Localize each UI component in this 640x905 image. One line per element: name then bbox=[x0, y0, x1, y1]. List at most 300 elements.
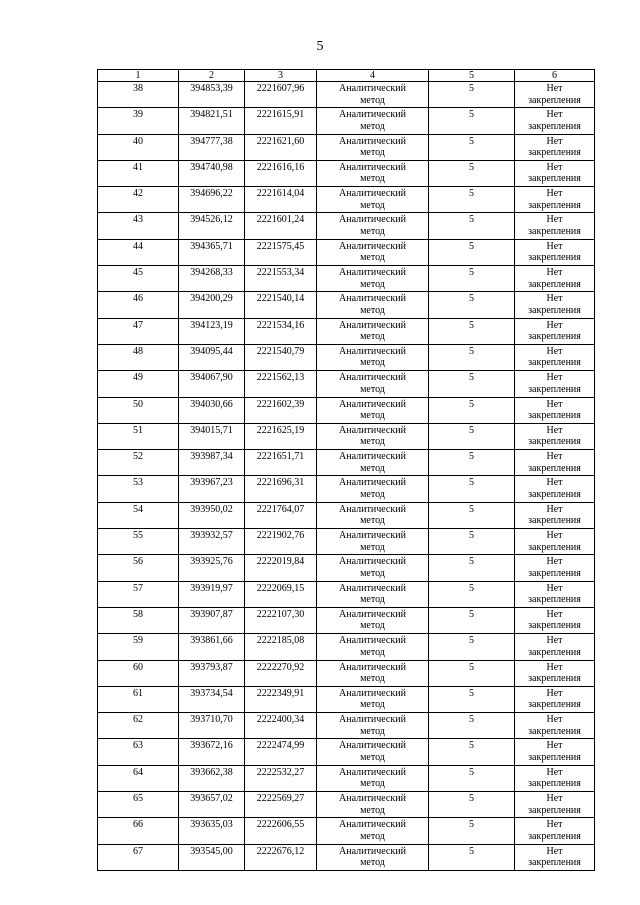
y-coordinate-cell: 2222606,55 bbox=[245, 818, 317, 844]
x-coordinate-cell: 394200,29 bbox=[179, 292, 245, 318]
fixing-text-line: Нет bbox=[546, 635, 563, 647]
point-number-cell: 45 bbox=[98, 266, 179, 292]
method-text-line: метод bbox=[360, 646, 385, 658]
fixing-text-line: Нет bbox=[546, 819, 563, 831]
y-coordinate-cell: 2222532,27 bbox=[245, 765, 317, 791]
point-number-cell: 51 bbox=[98, 423, 179, 449]
fixing-cell bbox=[515, 792, 595, 818]
fixing-text-line: закрепления bbox=[528, 751, 581, 763]
fixing-text-line: закрепления bbox=[528, 699, 581, 711]
method-text-line: Аналитический bbox=[339, 83, 406, 94]
table-row bbox=[98, 529, 595, 555]
fixing-text-line: Нет bbox=[546, 661, 563, 673]
fixing-text-line: Нет bbox=[546, 135, 563, 147]
fixing-text-line: закрепления bbox=[528, 173, 581, 185]
accuracy-cell: 5 bbox=[429, 686, 515, 712]
fixing-cell bbox=[515, 266, 595, 292]
accuracy-cell: 5 bbox=[429, 239, 515, 265]
method-text-line: Аналитический bbox=[339, 582, 406, 594]
method-text-line: метод bbox=[360, 857, 385, 869]
method-cell bbox=[317, 266, 429, 292]
accuracy-cell: 5 bbox=[429, 423, 515, 449]
fixing-text-line: Нет bbox=[546, 188, 563, 200]
method-text-line: Аналитический bbox=[339, 530, 406, 542]
method-text-line: Аналитический bbox=[339, 845, 406, 857]
method-cell bbox=[317, 607, 429, 633]
table-row bbox=[98, 344, 595, 370]
table-header-row bbox=[98, 70, 595, 82]
fixing-cell bbox=[515, 502, 595, 528]
fixing-cell bbox=[515, 108, 595, 134]
point-number-cell: 39 bbox=[98, 108, 179, 134]
x-coordinate-cell: 394526,12 bbox=[179, 213, 245, 239]
method-text-line: Аналитический bbox=[339, 766, 406, 778]
fixing-text-line: закрепления bbox=[528, 725, 581, 737]
fixing-cell bbox=[515, 213, 595, 239]
fixing-text-line: закрепления bbox=[528, 857, 581, 869]
method-text-line: метод bbox=[360, 331, 385, 343]
table-body bbox=[98, 70, 595, 871]
x-coordinate-cell: 393932,57 bbox=[179, 529, 245, 555]
method-text-line: метод bbox=[360, 199, 385, 211]
fixing-cell bbox=[515, 82, 595, 108]
fixing-cell bbox=[515, 634, 595, 660]
method-text-line: метод bbox=[360, 383, 385, 395]
fixing-cell bbox=[515, 371, 595, 397]
x-coordinate-cell: 393919,97 bbox=[179, 581, 245, 607]
table-row bbox=[98, 634, 595, 660]
table-row bbox=[98, 213, 595, 239]
fixing-cell bbox=[515, 134, 595, 160]
x-coordinate-cell: 393967,23 bbox=[179, 476, 245, 502]
point-number-cell: 60 bbox=[98, 660, 179, 686]
method-text-line: метод bbox=[360, 699, 385, 711]
point-number-cell: 67 bbox=[98, 844, 179, 870]
method-cell bbox=[317, 423, 429, 449]
accuracy-cell: 5 bbox=[429, 765, 515, 791]
fixing-text-line: Нет bbox=[546, 687, 563, 699]
method-cell bbox=[317, 739, 429, 765]
point-number-cell: 61 bbox=[98, 686, 179, 712]
fixing-text-line: Нет bbox=[546, 372, 563, 384]
point-number-cell: 46 bbox=[98, 292, 179, 318]
method-text-line: Аналитический bbox=[339, 608, 406, 620]
method-text-line: Аналитический bbox=[339, 819, 406, 831]
method-cell bbox=[317, 160, 429, 186]
y-coordinate-cell: 2221764,07 bbox=[245, 502, 317, 528]
fixing-cell bbox=[515, 844, 595, 870]
accuracy-cell: 5 bbox=[429, 397, 515, 423]
method-text-line: метод bbox=[360, 357, 385, 369]
method-text-line: Аналитический bbox=[339, 687, 406, 699]
fixing-text-line: Нет bbox=[546, 740, 563, 752]
point-number-cell: 65 bbox=[98, 792, 179, 818]
table-row bbox=[98, 160, 595, 186]
column-header: 2 bbox=[179, 70, 245, 82]
fixing-text-line: закрепления bbox=[528, 304, 581, 316]
fixing-text-line: закрепления bbox=[528, 357, 581, 369]
table-row bbox=[98, 792, 595, 818]
method-text-line: Аналитический bbox=[339, 188, 406, 200]
y-coordinate-cell: 2221575,45 bbox=[245, 239, 317, 265]
x-coordinate-cell: 393950,02 bbox=[179, 502, 245, 528]
method-text-line: Аналитический bbox=[339, 135, 406, 147]
x-coordinate-cell: 394696,22 bbox=[179, 187, 245, 213]
method-cell bbox=[317, 555, 429, 581]
method-cell bbox=[317, 450, 429, 476]
method-text-line: метод bbox=[360, 567, 385, 579]
point-number-cell: 54 bbox=[98, 502, 179, 528]
method-cell bbox=[317, 134, 429, 160]
method-text-line: метод bbox=[360, 515, 385, 527]
fixing-cell bbox=[515, 423, 595, 449]
point-number-cell: 43 bbox=[98, 213, 179, 239]
method-text-line: метод bbox=[360, 278, 385, 290]
method-cell bbox=[317, 581, 429, 607]
method-text-line: Аналитический bbox=[339, 398, 406, 410]
fixing-cell bbox=[515, 529, 595, 555]
method-text-line: Аналитический bbox=[339, 293, 406, 305]
accuracy-cell: 5 bbox=[429, 82, 515, 108]
accuracy-cell: 5 bbox=[429, 634, 515, 660]
fixing-text-line: закрепления bbox=[528, 147, 581, 159]
method-cell bbox=[317, 82, 429, 108]
method-cell bbox=[317, 818, 429, 844]
method-cell bbox=[317, 318, 429, 344]
method-text-line: Аналитический bbox=[339, 424, 406, 436]
table-row bbox=[98, 502, 595, 528]
method-text-line: метод bbox=[360, 673, 385, 685]
accuracy-cell: 5 bbox=[429, 844, 515, 870]
method-cell bbox=[317, 765, 429, 791]
fixing-text-line: закрепления bbox=[528, 120, 581, 132]
method-text-line: метод bbox=[360, 620, 385, 632]
point-number-cell: 62 bbox=[98, 713, 179, 739]
y-coordinate-cell: 2221534,16 bbox=[245, 318, 317, 344]
y-coordinate-cell: 2221902,76 bbox=[245, 529, 317, 555]
fixing-text-line: закрепления bbox=[528, 646, 581, 658]
point-number-cell: 57 bbox=[98, 581, 179, 607]
method-cell bbox=[317, 529, 429, 555]
method-text-line: метод bbox=[360, 462, 385, 474]
fixing-cell bbox=[515, 555, 595, 581]
column-header: 6 bbox=[515, 70, 595, 82]
method-cell bbox=[317, 634, 429, 660]
y-coordinate-cell: 2221696,31 bbox=[245, 476, 317, 502]
method-text-line: метод bbox=[360, 804, 385, 816]
table-row bbox=[98, 108, 595, 134]
fixing-text-line: Нет bbox=[546, 608, 563, 620]
x-coordinate-cell: 393793,87 bbox=[179, 660, 245, 686]
table-row bbox=[98, 818, 595, 844]
y-coordinate-cell: 2221601,24 bbox=[245, 213, 317, 239]
point-number-cell: 55 bbox=[98, 529, 179, 555]
table-row bbox=[98, 187, 595, 213]
y-coordinate-cell: 2221540,14 bbox=[245, 292, 317, 318]
fixing-text-line: Нет bbox=[546, 582, 563, 594]
method-text-line: Аналитический bbox=[339, 345, 406, 357]
x-coordinate-cell: 393710,70 bbox=[179, 713, 245, 739]
fixing-text-line: закрепления bbox=[528, 94, 581, 106]
x-coordinate-cell: 394095,44 bbox=[179, 344, 245, 370]
table-row bbox=[98, 686, 595, 712]
method-cell bbox=[317, 292, 429, 318]
fixing-cell bbox=[515, 160, 595, 186]
point-number-cell: 48 bbox=[98, 344, 179, 370]
point-number-cell: 63 bbox=[98, 739, 179, 765]
x-coordinate-cell: 394821,51 bbox=[179, 108, 245, 134]
fixing-cell bbox=[515, 686, 595, 712]
method-cell bbox=[317, 108, 429, 134]
column-header: 3 bbox=[245, 70, 317, 82]
point-number-cell: 41 bbox=[98, 160, 179, 186]
point-number-cell: 49 bbox=[98, 371, 179, 397]
y-coordinate-cell: 2221540,79 bbox=[245, 344, 317, 370]
fixing-text-line: Нет bbox=[546, 845, 563, 857]
column-header: 5 bbox=[429, 70, 515, 82]
table-row bbox=[98, 476, 595, 502]
column-header: 4 bbox=[317, 70, 429, 82]
fixing-cell bbox=[515, 292, 595, 318]
point-number-cell: 64 bbox=[98, 765, 179, 791]
x-coordinate-cell: 394030,66 bbox=[179, 397, 245, 423]
y-coordinate-cell: 2222569,27 bbox=[245, 792, 317, 818]
x-coordinate-cell: 393545,00 bbox=[179, 844, 245, 870]
method-cell bbox=[317, 476, 429, 502]
fixing-text-line: закрепления bbox=[528, 225, 581, 237]
fixing-text-line: Нет bbox=[546, 451, 563, 463]
accuracy-cell: 5 bbox=[429, 713, 515, 739]
column-header: 1 bbox=[98, 70, 179, 82]
method-cell bbox=[317, 660, 429, 686]
fixing-cell bbox=[515, 476, 595, 502]
method-cell bbox=[317, 844, 429, 870]
point-number-cell: 56 bbox=[98, 555, 179, 581]
fixing-text-line: закрепления bbox=[528, 804, 581, 816]
method-text-line: метод bbox=[360, 147, 385, 159]
table-row bbox=[98, 607, 595, 633]
point-number-cell: 40 bbox=[98, 134, 179, 160]
fixing-text-line: закрепления bbox=[528, 383, 581, 395]
fixing-text-line: закрепления bbox=[528, 436, 581, 448]
fixing-text-line: Нет bbox=[546, 240, 563, 252]
point-number-cell: 47 bbox=[98, 318, 179, 344]
fixing-text-line: закрепления bbox=[528, 410, 581, 422]
method-text-line: Аналитический bbox=[339, 451, 406, 463]
fixing-text-line: Нет bbox=[546, 477, 563, 489]
y-coordinate-cell: 2221621,60 bbox=[245, 134, 317, 160]
fixing-cell bbox=[515, 450, 595, 476]
method-text-line: Аналитический bbox=[339, 503, 406, 515]
y-coordinate-cell: 2221607,96 bbox=[245, 82, 317, 108]
fixing-text-line: Нет bbox=[546, 424, 563, 436]
accuracy-cell: 5 bbox=[429, 371, 515, 397]
y-coordinate-cell: 2221614,04 bbox=[245, 187, 317, 213]
fixing-cell bbox=[515, 713, 595, 739]
fixing-cell bbox=[515, 607, 595, 633]
method-cell bbox=[317, 502, 429, 528]
fixing-cell bbox=[515, 318, 595, 344]
y-coordinate-cell: 2222676,12 bbox=[245, 844, 317, 870]
method-text-line: Аналитический bbox=[339, 635, 406, 647]
method-cell bbox=[317, 344, 429, 370]
x-coordinate-cell: 393635,03 bbox=[179, 818, 245, 844]
method-text-line: метод bbox=[360, 778, 385, 790]
fixing-text-line: закрепления bbox=[528, 515, 581, 527]
method-text-line: метод bbox=[360, 830, 385, 842]
fixing-text-line: закрепления bbox=[528, 488, 581, 500]
fixing-cell bbox=[515, 397, 595, 423]
fixing-text-line: закрепления bbox=[528, 331, 581, 343]
table-row bbox=[98, 765, 595, 791]
fixing-text-line: Нет bbox=[546, 530, 563, 542]
accuracy-cell: 5 bbox=[429, 529, 515, 555]
x-coordinate-cell: 393987,34 bbox=[179, 450, 245, 476]
method-text-line: метод bbox=[360, 173, 385, 185]
y-coordinate-cell: 2222107,30 bbox=[245, 607, 317, 633]
accuracy-cell: 5 bbox=[429, 607, 515, 633]
fixing-cell bbox=[515, 660, 595, 686]
accuracy-cell: 5 bbox=[429, 502, 515, 528]
x-coordinate-cell: 394740,98 bbox=[179, 160, 245, 186]
fixing-text-line: Нет bbox=[546, 503, 563, 515]
method-text-line: метод bbox=[360, 225, 385, 237]
fixing-text-line: Нет bbox=[546, 398, 563, 410]
x-coordinate-cell: 394777,38 bbox=[179, 134, 245, 160]
page-number: 5 bbox=[316, 39, 324, 54]
x-coordinate-cell: 394853,39 bbox=[179, 82, 245, 108]
method-text-line: метод bbox=[360, 725, 385, 737]
accuracy-cell: 5 bbox=[429, 476, 515, 502]
fixing-text-line: Нет bbox=[546, 161, 563, 173]
fixing-cell bbox=[515, 739, 595, 765]
accuracy-cell: 5 bbox=[429, 344, 515, 370]
x-coordinate-cell: 393925,76 bbox=[179, 555, 245, 581]
fixing-text-line: Нет bbox=[546, 109, 563, 121]
fixing-text-line: Нет bbox=[546, 345, 563, 357]
accuracy-cell: 5 bbox=[429, 292, 515, 318]
y-coordinate-cell: 2221625,19 bbox=[245, 423, 317, 449]
y-coordinate-cell: 2222474,99 bbox=[245, 739, 317, 765]
fixing-cell bbox=[515, 187, 595, 213]
table-row bbox=[98, 82, 595, 108]
method-text-line: Аналитический bbox=[339, 740, 406, 752]
table-row bbox=[98, 844, 595, 870]
accuracy-cell: 5 bbox=[429, 660, 515, 686]
x-coordinate-cell: 393657,02 bbox=[179, 792, 245, 818]
method-text-line: Аналитический bbox=[339, 714, 406, 726]
fixing-text-line: Нет bbox=[546, 556, 563, 568]
table-row bbox=[98, 292, 595, 318]
y-coordinate-cell: 2221616,16 bbox=[245, 160, 317, 186]
fixing-text-line: Нет bbox=[546, 83, 563, 94]
x-coordinate-cell: 393662,38 bbox=[179, 765, 245, 791]
point-number-cell: 58 bbox=[98, 607, 179, 633]
accuracy-cell: 5 bbox=[429, 555, 515, 581]
method-text-line: Аналитический bbox=[339, 556, 406, 568]
accuracy-cell: 5 bbox=[429, 818, 515, 844]
method-text-line: Аналитический bbox=[339, 109, 406, 121]
fixing-text-line: закрепления bbox=[528, 278, 581, 290]
accuracy-cell: 5 bbox=[429, 160, 515, 186]
fixing-text-line: закрепления bbox=[528, 199, 581, 211]
method-cell bbox=[317, 792, 429, 818]
method-text-line: Аналитический bbox=[339, 793, 406, 805]
fixing-text-line: Нет bbox=[546, 319, 563, 331]
point-number-cell: 66 bbox=[98, 818, 179, 844]
y-coordinate-cell: 2221615,91 bbox=[245, 108, 317, 134]
method-text-line: Аналитический bbox=[339, 319, 406, 331]
point-number-cell: 52 bbox=[98, 450, 179, 476]
accuracy-cell: 5 bbox=[429, 134, 515, 160]
accuracy-cell: 5 bbox=[429, 739, 515, 765]
y-coordinate-cell: 2222349,91 bbox=[245, 686, 317, 712]
y-coordinate-cell: 2221651,71 bbox=[245, 450, 317, 476]
table-row bbox=[98, 713, 595, 739]
fixing-text-line: закрепления bbox=[528, 567, 581, 579]
point-number-cell: 42 bbox=[98, 187, 179, 213]
fixing-cell bbox=[515, 344, 595, 370]
fixing-text-line: закрепления bbox=[528, 252, 581, 264]
y-coordinate-cell: 2222400,34 bbox=[245, 713, 317, 739]
method-text-line: Аналитический bbox=[339, 214, 406, 226]
y-coordinate-cell: 2222069,15 bbox=[245, 581, 317, 607]
table-row bbox=[98, 581, 595, 607]
fixing-text-line: Нет bbox=[546, 293, 563, 305]
method-text-line: метод bbox=[360, 436, 385, 448]
method-cell bbox=[317, 397, 429, 423]
table-row bbox=[98, 371, 595, 397]
x-coordinate-cell: 394123,19 bbox=[179, 318, 245, 344]
y-coordinate-cell: 2222270,92 bbox=[245, 660, 317, 686]
method-text-line: метод bbox=[360, 488, 385, 500]
method-cell bbox=[317, 187, 429, 213]
method-text-line: метод bbox=[360, 252, 385, 264]
method-cell bbox=[317, 686, 429, 712]
fixing-text-line: Нет bbox=[546, 714, 563, 726]
accuracy-cell: 5 bbox=[429, 266, 515, 292]
method-text-line: Аналитический bbox=[339, 372, 406, 384]
x-coordinate-cell: 394268,33 bbox=[179, 266, 245, 292]
method-text-line: метод bbox=[360, 594, 385, 606]
fixing-text-line: Нет bbox=[546, 214, 563, 226]
method-text-line: метод bbox=[360, 751, 385, 763]
method-cell bbox=[317, 213, 429, 239]
y-coordinate-cell: 2222185,08 bbox=[245, 634, 317, 660]
fixing-text-line: Нет bbox=[546, 766, 563, 778]
method-text-line: метод bbox=[360, 94, 385, 106]
fixing-text-line: закрепления bbox=[528, 830, 581, 842]
method-cell bbox=[317, 713, 429, 739]
accuracy-cell: 5 bbox=[429, 213, 515, 239]
method-text-line: Аналитический bbox=[339, 240, 406, 252]
accuracy-cell: 5 bbox=[429, 450, 515, 476]
y-coordinate-cell: 2221602,39 bbox=[245, 397, 317, 423]
x-coordinate-cell: 393672,16 bbox=[179, 739, 245, 765]
fixing-text-line: закрепления bbox=[528, 778, 581, 790]
x-coordinate-cell: 393734,54 bbox=[179, 686, 245, 712]
point-number-cell: 53 bbox=[98, 476, 179, 502]
fixing-text-line: Нет bbox=[546, 793, 563, 805]
method-text-line: метод bbox=[360, 410, 385, 422]
method-text-line: метод bbox=[360, 120, 385, 132]
accuracy-cell: 5 bbox=[429, 792, 515, 818]
method-text-line: Аналитический bbox=[339, 477, 406, 489]
x-coordinate-cell: 394067,90 bbox=[179, 371, 245, 397]
table-row bbox=[98, 397, 595, 423]
fixing-text-line: закрепления bbox=[528, 673, 581, 685]
method-cell bbox=[317, 371, 429, 397]
